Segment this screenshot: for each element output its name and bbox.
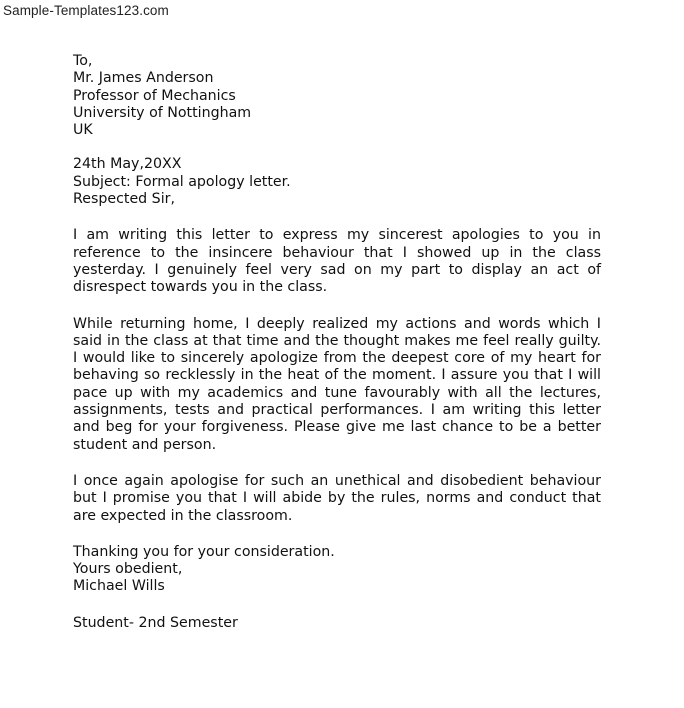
recipient-name: Mr. James Anderson xyxy=(73,70,214,87)
thanks-line: Thanking you for your consideration. xyxy=(73,543,335,560)
recipient-address xyxy=(73,53,601,139)
recipient-country: UK xyxy=(73,122,93,139)
body-paragraph-2: While returning home, I deeply realized my actions and words which I said in the class at that time and the thought makes me feel really guilty. I would like to sincerely apologize from the deepest core of my heart for behaving so recklessly in the heat of the moment. I assure you that I will pace up with my academics and tune favourably with all the lectures, assignments, tests and practical performances. I am writing this letter and beg for your forgiveness. Please give me last chance to be a better student and person. xyxy=(73,315,601,453)
letter-subject: Subject: Formal apology letter. xyxy=(73,173,291,190)
body-paragraph-3: I once again apologise for such an unethical and disobedient behaviour but I promise you that I will abide by the rules, norms and conduct that are expected in the classroom. xyxy=(73,472,601,524)
recipient-title: Professor of Mechanics xyxy=(73,87,236,104)
recipient-institution: University of Nottingham xyxy=(73,104,252,121)
to-label: To, xyxy=(73,53,93,69)
site-watermark: Sample-Templates123.com xyxy=(3,3,169,18)
sender-info xyxy=(73,615,601,632)
letter-greeting: Respected Sir, xyxy=(73,191,175,208)
sender-name: Michael Wills xyxy=(73,578,165,595)
letter-header xyxy=(73,156,601,208)
sender-designation: Student- 2nd Semester xyxy=(73,614,238,631)
closing-line: Yours obedient, xyxy=(73,561,183,578)
body-paragraph-1: I am writing this letter to express my sincerest apologies to you in reference to the insincere behaviour that I showed up in the class yesterday. I genuinely feel very sad on my part to display an act of disrespect towards you in the class. xyxy=(73,227,601,296)
letter-date: 24th May,20XX xyxy=(73,156,182,173)
letter-closing xyxy=(73,544,601,596)
apology-letter xyxy=(73,53,601,632)
